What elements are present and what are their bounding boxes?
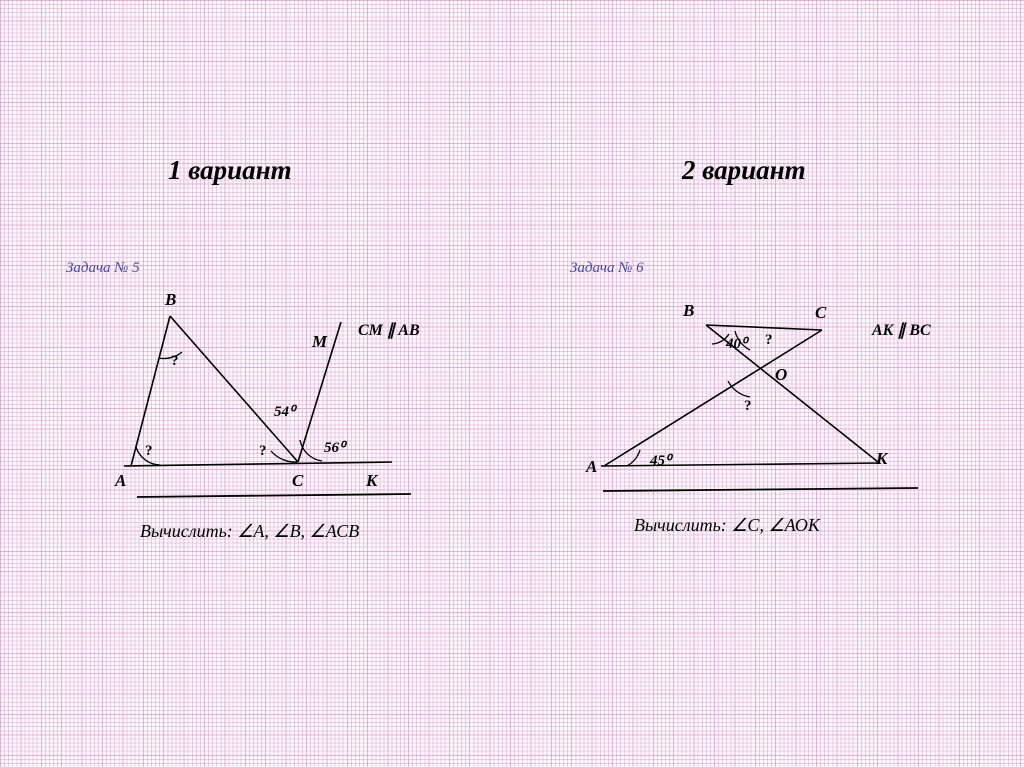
label-C-v1: C [292, 471, 304, 490]
arc-angle-B [159, 352, 182, 358]
label-angle-45-v2: 45⁰ [650, 453, 672, 469]
segment-BC [170, 316, 298, 462]
task-2-label: Задача № 6 [570, 260, 644, 276]
arc-angle-C [271, 451, 297, 462]
figure-variant-2 [585, 301, 918, 491]
underline-2 [603, 488, 918, 491]
label-A-v1: A [115, 471, 127, 490]
segment-AK-v2 [601, 463, 880, 466]
variant-2-title: 2 вариант [682, 155, 806, 185]
parallel-note-1: CM ∥ AB [358, 322, 420, 339]
ray-CM [298, 322, 341, 462]
label-angle-56-v1: 56⁰ [324, 440, 346, 456]
variant-1-title: 1 вариант [168, 155, 292, 185]
label-M-v1: M [312, 332, 328, 351]
label-K-v2: K [876, 449, 888, 468]
label-angle-C-v1: ? [259, 443, 267, 459]
segment-AK [124, 462, 392, 466]
arc-angle-q2-v2 [728, 381, 750, 397]
segment-AC-v2 [604, 330, 822, 466]
arc-angle-45-v2 [627, 450, 640, 466]
label-B-v1: B [165, 290, 177, 309]
label-A-v2: A [586, 457, 598, 476]
arc-angle-56 [300, 440, 322, 461]
arc-angle-40-v2 [712, 334, 729, 344]
underline-1 [137, 494, 411, 497]
question-2: Вычислить: ∠С, ∠АОК [634, 515, 820, 535]
label-angle-B-v1: ? [171, 353, 179, 369]
arc-angle-q1-v2 [735, 331, 750, 350]
arc-angle-A [136, 447, 160, 465]
segment-AB [131, 316, 170, 466]
label-angle-54-v1: 54⁰ [274, 404, 296, 420]
parallel-note-2: AK ∥ BC [872, 322, 931, 339]
label-C-v2: C [815, 303, 827, 322]
question-1: Вычислить: ∠А, ∠В, ∠АСВ [140, 521, 360, 541]
task-1-label: Задача № 5 [66, 260, 140, 276]
label-O-v2: O [775, 365, 788, 384]
segment-BK-v2 [706, 325, 878, 462]
label-angle-q1-v2: ? [765, 332, 773, 348]
label-angle-A-v1: ? [145, 443, 153, 459]
segment-BC-v2 [706, 325, 822, 330]
label-angle-40-v2: 40⁰ [726, 336, 748, 352]
label-K-v1: K [366, 471, 378, 490]
label-angle-q2-v2: ? [744, 398, 752, 414]
label-B-v2: B [683, 301, 695, 320]
